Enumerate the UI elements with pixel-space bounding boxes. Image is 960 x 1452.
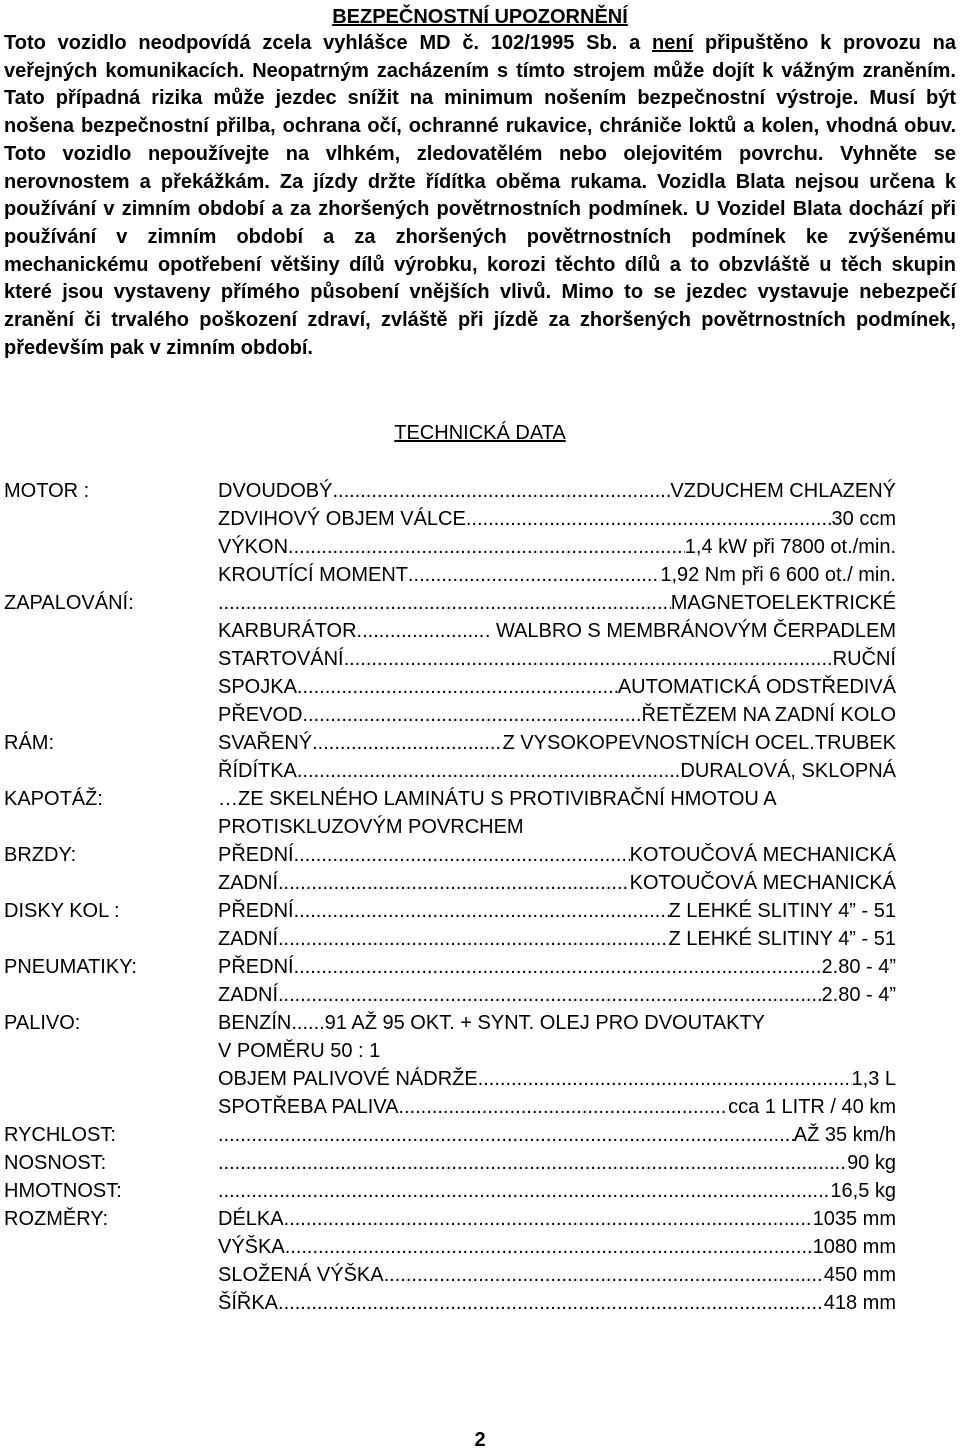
spec-value	[218, 897, 896, 925]
spec-label: NOSNOST:	[4, 1152, 107, 1174]
spec-value-text: V POMĚRU 50 : 1	[218, 1040, 381, 1062]
spec-label: PNEUMATIKY:	[4, 956, 137, 978]
spec-val: MAGNETOELEKTRICKÉ	[670, 592, 896, 614]
spec-key: ŠÍŘKA	[218, 1292, 279, 1314]
spec-value	[218, 1261, 896, 1289]
spec-value	[218, 1121, 896, 1149]
spec-row	[0, 505, 960, 533]
spec-key: PŘEDNÍ	[218, 900, 294, 922]
spec-key: PŘEVOD	[218, 704, 303, 726]
spec-row	[0, 897, 960, 925]
dot-leader	[478, 1065, 852, 1093]
spec-row	[0, 1289, 960, 1317]
spec-row	[0, 869, 960, 897]
spec-value	[218, 981, 896, 1009]
tech-data-title: TECHNICKÁ DATA	[394, 422, 566, 444]
spec-val: VZDUCHEM CHLAZENÝ	[670, 480, 896, 502]
spec-key: PŘEDNÍ	[218, 844, 294, 866]
dot-leader	[278, 981, 822, 1009]
spec-val: 1,4 kW při 7800 ot./min.	[684, 536, 896, 558]
spec-label: ROZMĚRY:	[4, 1208, 109, 1230]
spec-row	[0, 533, 960, 561]
dot-leader	[285, 1233, 813, 1261]
warning-text-rest: připuštěno k provozu na veřejných komunikacích. Neopatrným zacházením s tímto strojem může dojít k vážným zraněním. Tato případná rizika může jezdec snížit na minimum nošením bezpečnostní výstroje. Musí být nošena bezpečnostní přilba, ochrana očí, ochranné rukavice, chrániče loktů a kolen, vhodná obuv. Toto vozidlo nepoužívejte na vlhkém, zledovatělém nebo olejovitém povrchu. Vyhněte se nerovnostem a překážkám. Za jízdy držte řídítka oběma rukama. Vozidla Blata nejsou určena k používání v zimním období a za zhoršených povětrnostních podmínek. U Vozidel Blata dochází při používání v zimním období a za zhoršených povětrnostních podmínek ke zvýšenému mechanickému opotřebení většiny dílů výrobku, korozi těchto dílů a to obzvláště u těch skupin které jsou vystaveny přímého působení vnějších vlivů. Mimo to se jezdec vystavuje nebezpečí zranění či trvalého poškození zdraví, zvláště při jízdě za zhoršených povětrnostních podmínek, především pak v zimním období.	[4, 32, 956, 359]
spec-row	[0, 617, 960, 645]
spec-row	[0, 673, 960, 701]
spec-value	[218, 1093, 896, 1121]
dot-leader	[218, 1149, 847, 1177]
spec-key: SPOTŘEBA PALIVA	[218, 1096, 399, 1118]
spec-key: ZADNÍ	[218, 984, 278, 1006]
spec-value	[218, 533, 896, 561]
spec-label: KAPOTÁŽ:	[4, 788, 103, 810]
spec-row	[0, 1037, 960, 1065]
spec-row	[0, 1205, 960, 1233]
spec-value	[218, 841, 896, 869]
spec-row	[0, 729, 960, 757]
spec-key: DÉLKA	[218, 1208, 284, 1230]
spec-row	[0, 589, 960, 617]
dot-leader	[288, 533, 685, 561]
spec-key: DVOUDOBÝ	[218, 480, 333, 502]
spec-val: DURALOVÁ, SKLOPNÁ	[680, 760, 896, 782]
spec-value	[218, 1177, 896, 1205]
spec-val: AUTOMATICKÁ ODSTŘEDIVÁ	[617, 676, 896, 698]
spec-row	[0, 701, 960, 729]
spec-value	[218, 1205, 896, 1233]
spec-key: PŘEDNÍ	[218, 956, 294, 978]
spec-val: 1,3 L	[851, 1068, 896, 1090]
warning-text-underlined: není	[652, 32, 694, 54]
spec-val: 90 kg	[847, 1152, 896, 1174]
spec-label: ZAPALOVÁNÍ:	[4, 592, 134, 614]
spec-val: 418 mm	[823, 1292, 896, 1314]
dot-leader	[218, 589, 671, 617]
dot-leader	[294, 897, 669, 925]
warning-text-start: Toto vozidlo neodpovídá zcela vyhlášce MD č. 102/1995 Sb. a	[4, 32, 653, 54]
spec-label: MOTOR :	[4, 480, 90, 502]
spec-val: Z VYSOKOPEVNOSTNÍCH OCEL.TRUBEK	[502, 732, 896, 754]
spec-val: 450 mm	[823, 1264, 896, 1286]
spec-label: HMOTNOST:	[4, 1180, 122, 1202]
spec-row	[0, 1177, 960, 1205]
spec-row	[0, 841, 960, 869]
spec-key: STARTOVÁNÍ	[218, 648, 344, 670]
dot-leader	[332, 477, 670, 505]
spec-value	[218, 1289, 896, 1317]
spec-row	[0, 1149, 960, 1177]
warning-paragraph	[4, 30, 956, 362]
spec-label: DISKY KOL :	[4, 900, 120, 922]
dot-leader	[384, 1261, 824, 1289]
spec-key: SVAŘENÝ	[218, 732, 313, 754]
spec-row	[0, 1121, 960, 1149]
dot-leader	[466, 505, 832, 533]
warning-title: BEZPEČNOSTNÍ UPOZORNĚNÍ	[332, 6, 628, 28]
spec-val: KOTOUČOVÁ MECHANICKÁ	[629, 844, 896, 866]
spec-key: ZDVIHOVÝ OBJEM VÁLCE	[218, 508, 466, 530]
spec-value	[218, 729, 896, 757]
spec-key: ZADNÍ	[218, 928, 278, 950]
dot-leader	[284, 1205, 813, 1233]
spec-key: ZADNÍ	[218, 872, 278, 894]
spec-val: 30 ccm	[831, 508, 896, 530]
spec-val: Z LEHKÉ SLITINY 4” - 51	[668, 928, 896, 950]
spec-val: 1035 mm	[812, 1208, 896, 1230]
spec-val: AŽ 35 km/h	[793, 1124, 896, 1146]
spec-value	[218, 1149, 896, 1177]
spec-value	[218, 1065, 896, 1093]
dot-leader	[294, 953, 822, 981]
spec-row	[0, 1233, 960, 1261]
dot-leader	[398, 1093, 728, 1121]
dot-leader	[278, 925, 669, 953]
spec-val: 1080 mm	[812, 1236, 896, 1258]
spec-key: SPOJKA	[218, 676, 297, 698]
dot-leader	[278, 1289, 824, 1317]
spec-row	[0, 1261, 960, 1289]
spec-value	[218, 869, 896, 897]
spec-value-text: …ZE SKELNÉHO LAMINÁTU S PROTIVIBRAČNÍ HMOTOU A	[218, 788, 777, 810]
spec-row	[0, 757, 960, 785]
spec-val: . WALBRO S MEMBRÁNOVÝM ČERPADLEM	[484, 620, 896, 642]
spec-label: RÁM:	[4, 732, 54, 754]
spec-value-text: PROTISKLUZOVÝM POVRCHEM	[218, 816, 524, 838]
spec-row	[0, 925, 960, 953]
spec-row	[0, 1009, 960, 1037]
spec-val: 2.80 - 4”	[821, 984, 896, 1006]
dot-leader	[344, 645, 833, 673]
dot-leader	[297, 757, 680, 785]
spec-row	[0, 813, 960, 841]
spec-key: VÝKON	[218, 536, 289, 558]
dot-leader	[278, 869, 630, 897]
dot-leader	[302, 701, 641, 729]
spec-label: RYCHLOST:	[4, 1124, 116, 1146]
spec-row	[0, 953, 960, 981]
spec-row	[0, 981, 960, 1009]
spec-value	[218, 561, 896, 589]
spec-value	[218, 953, 896, 981]
spec-val: cca 1 LITR / 40 km	[728, 1096, 896, 1118]
spec-key: SLOŽENÁ VÝŠKA	[218, 1264, 384, 1286]
spec-value	[218, 757, 896, 785]
spec-value	[218, 645, 896, 673]
dot-leader	[357, 617, 485, 645]
spec-val: Z LEHKÉ SLITINY 4” - 51	[668, 900, 896, 922]
dot-leader	[218, 1121, 794, 1149]
dot-leader	[297, 673, 618, 701]
spec-row	[0, 561, 960, 589]
spec-row	[0, 785, 960, 813]
spec-value	[218, 477, 896, 505]
spec-row	[0, 645, 960, 673]
spec-key: VÝŠKA	[218, 1236, 285, 1258]
spec-value	[218, 617, 896, 645]
spec-value	[218, 1233, 896, 1261]
spec-row	[0, 477, 960, 505]
spec-value	[218, 505, 896, 533]
spec-val: KOTOUČOVÁ MECHANICKÁ	[629, 872, 896, 894]
dot-leader	[312, 729, 502, 757]
spec-value	[218, 701, 896, 729]
spec-value	[218, 925, 896, 953]
spec-key: OBJEM PALIVOVÉ NÁDRŽE	[218, 1068, 478, 1090]
dot-leader	[294, 841, 630, 869]
spec-val: 2.80 - 4”	[821, 956, 896, 978]
spec-key: KARBURÁTOR	[218, 620, 357, 642]
spec-val: 1,92 Nm při 6 600 ot./ min.	[660, 564, 896, 586]
dot-leader	[408, 561, 660, 589]
spec-key: ŘÍDÍTKA	[218, 760, 297, 782]
spec-row	[0, 1065, 960, 1093]
spec-label: PALIVO:	[4, 1012, 81, 1034]
spec-val: RUČNÍ	[832, 648, 896, 670]
spec-label: BRZDY:	[4, 844, 77, 866]
spec-val: 16,5 kg	[830, 1180, 896, 1202]
spec-value	[218, 673, 896, 701]
spec-value	[218, 589, 896, 617]
spec-value-text: BENZÍN......91 AŽ 95 OKT. + SYNT. OLEJ PRO DVOUTAKTY	[218, 1012, 766, 1034]
spec-row	[0, 1093, 960, 1121]
spec-val: ŘETĚZEM NA ZADNÍ KOLO	[641, 704, 896, 726]
dot-leader	[218, 1177, 830, 1205]
page-number: 2	[474, 1429, 486, 1451]
spec-key: KROUTÍCÍ MOMENT	[218, 564, 408, 586]
